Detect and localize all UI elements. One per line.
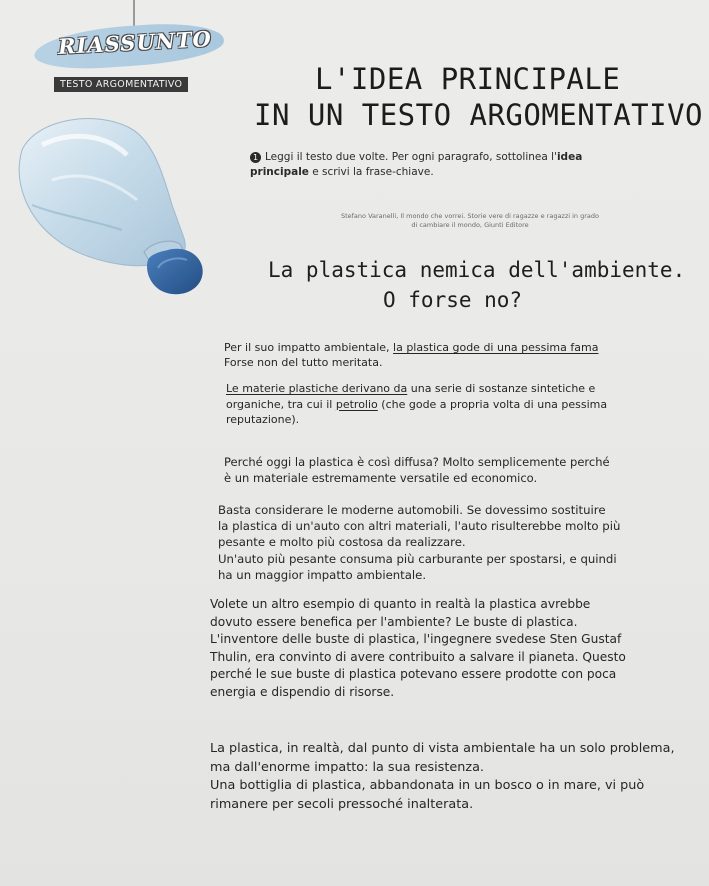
riassunto-banner-text: RIASSUNTO (57, 25, 213, 60)
decorative-line (133, 0, 135, 26)
paragraph-3: Perché oggi la plastica è così diffusa? Molto semplicemente perché è un materiale estremamente versatile ed economico. (224, 455, 610, 485)
article-title-line2: O forse no? (383, 288, 523, 312)
plastic-bottle-illustration (12, 110, 208, 300)
page-title-line1: L'IDEA PRINCIPALE (315, 62, 621, 96)
page-title-line2: IN UN TESTO ARGOMENTATIVO (254, 98, 703, 132)
paragraph-2: Le materie plastiche derivano da una serie di sostanze sintetiche e organiche, tra cui il petrolio (che gode a propria volta di una pessima reputazione). (226, 382, 608, 426)
article-title-line1: La plastica nemica dell'ambiente. (268, 258, 686, 282)
paragraph-1: Per il suo impatto ambientale, la plastica gode di una pessima fama Forse non del tutto meritata. (224, 341, 599, 369)
paragraph-6: La plastica, in realtà, dal punto di vista ambientale ha un solo problema, ma dall'enorme impatto: la sua resistenza. Una bottiglia di plastica, abbandonata in un bosco o in mare, vi può rimanere per secoli pressoché inalterata. (210, 741, 675, 812)
section-badge: TESTO ARGOMENTATIVO (54, 77, 188, 92)
paragraph-4: Basta considerare le moderne automobili. Se dovessimo sostituire la plastica di un'auto con altri materiali, l'auto risulterebbe molto più pesante e molto più costosa da realizzare. Un'auto più pesante consuma più carburante per spostarsi, e quindi ha un maggior impatto ambientale. (218, 503, 621, 582)
source-citation: Stefano Varanelli, Il mondo che vorrei. Storie vere di ragazze e ragazzi in grado di cambiare il mondo, Giunti Editore (340, 212, 600, 229)
paragraph-5: Volete un altro esempio di quanto in realtà la plastica avrebbe dovuto essere benefica per l'ambiente? Le buste di plastica. L'inventore delle buste di plastica, l'ingegnere svedese Sten Gustaf Thulin, era convinto di avere contribuito a salvare il pianeta. Questo perché le sue buste di plastica potevano essere prodotte con poca energia e dispendio di risorse. (210, 597, 626, 699)
exercise-instruction: 1 Leggi il testo due volte. Per ogni paragrafo, sottolinea l'idea principale e scrivi la frase-chiave. (250, 151, 583, 178)
exercise-number: 1 (250, 152, 261, 163)
